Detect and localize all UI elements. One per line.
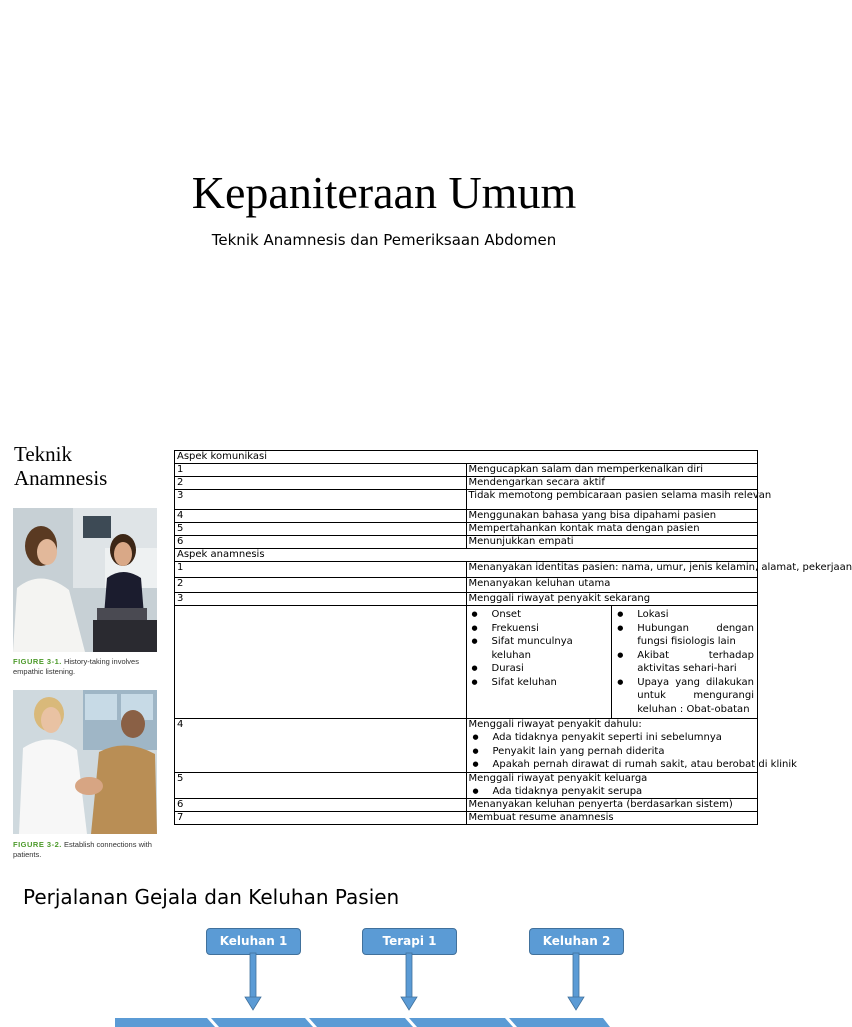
row-text: Mendengarkan secara aktif [466, 477, 758, 490]
slide-title: Kepaniteraan Umum [191, 167, 577, 218]
row-text: Membuat resume anamnesis [466, 812, 758, 825]
timeline-bar [115, 1015, 610, 1027]
row-number: 2 [175, 578, 467, 593]
table-row-details [175, 606, 758, 719]
down-arrow-icon [568, 953, 584, 1010]
slide3-title: Perjalanan Gejala dan Keluhan Pasien [23, 885, 400, 909]
list-item: ● Lokasi [615, 608, 754, 622]
table-row [175, 799, 758, 812]
table-row [175, 812, 758, 825]
row-text: Menanyakan keluhan penyerta (berdasarkan sistem) [466, 799, 758, 812]
row-text: Mengucapkan salam dan memperkenalkan diri [466, 464, 758, 477]
table-row [175, 523, 758, 536]
row-text [466, 772, 758, 799]
table-section-row [175, 549, 758, 562]
down-arrow-icon [401, 953, 417, 1010]
table-row [175, 578, 758, 593]
figure-caption-1 [13, 657, 163, 677]
row-number: 5 [175, 772, 467, 799]
photo-establish-connections [13, 690, 157, 834]
section-heading-anamnesis: Aspek anamnesis [175, 549, 758, 562]
table-row [175, 536, 758, 549]
row-text: Menggali riwayat penyakit sekarang [466, 593, 758, 606]
list-item: ● Penyakit lain yang pernah diderita [469, 745, 756, 759]
list-item: ● Apakah pernah dirawat di rumah sakit, atau berobat di klinik [469, 758, 756, 772]
details-subtable [467, 606, 758, 718]
flow-box-terapi-1: Terapi 1 [362, 928, 457, 955]
figure-label-2: FIGURE 3-2. [13, 840, 62, 849]
row-heading: Menggali riwayat penyakit dahulu: [468, 719, 642, 730]
left-bullet-list [470, 608, 609, 689]
list-item: ● Durasi [470, 662, 609, 676]
figure-text-2: Establish connections with patients. [13, 840, 152, 859]
row-number: 2 [175, 477, 467, 490]
table-row [175, 562, 758, 578]
row-number-empty [175, 606, 467, 719]
row-number: 1 [175, 562, 467, 578]
section-heading-komunikasi: Aspek komunikasi [175, 451, 758, 464]
list-item: ● Akibat terhadap aktivitas sehari-hari [615, 649, 754, 676]
photo-history-taking [13, 508, 157, 652]
right-bullet-list [615, 608, 754, 716]
row-number: 1 [175, 464, 467, 477]
table-row [175, 772, 758, 799]
details-right-column [612, 606, 757, 718]
list-item: ● Upaya yang dilakukan untuk mengurangi keluhan : Obat-obatan [615, 676, 754, 717]
row-text: Mempertahankan kontak mata dengan pasien [466, 523, 758, 536]
list-item: ● Ada tidaknya penyakit serupa [469, 785, 756, 799]
list-item: ● Frekuensi [470, 622, 609, 636]
row-text: Tidak memotong pembicaraan pasien selama masih relevan [466, 490, 758, 510]
table-row [175, 719, 758, 773]
list-item: ● Hubungan dengan fungsi fisiologis lain [615, 622, 754, 649]
sub-bullet-list [469, 785, 756, 799]
details-left-column [467, 606, 612, 718]
list-item: ● Ada tidaknya penyakit seperti ini sebelumnya [469, 731, 756, 745]
row-text: Menunjukkan empati [466, 536, 758, 549]
sub-bullet-list [469, 731, 797, 772]
figure-label-1: FIGURE 3-1. [13, 657, 62, 666]
table-section-row [175, 451, 758, 464]
details-cell [466, 606, 758, 719]
list-item: ● Onset [470, 608, 609, 622]
row-number: 3 [175, 490, 467, 510]
table-row [175, 464, 758, 477]
row-text [466, 719, 797, 773]
row-number: 5 [175, 523, 467, 536]
row-text: Menggunakan bahasa yang bisa dipahami pasien [466, 510, 758, 523]
row-number: 3 [175, 593, 467, 606]
row-number: 7 [175, 812, 467, 825]
figure-text-1: History-taking involves empathic listening. [13, 657, 139, 676]
row-text: Menanyakan identitas pasien: nama, umur, jenis kelamin, alamat, pekerjaan [466, 562, 758, 578]
flow-box-keluhan-1: Keluhan 1 [206, 928, 301, 955]
slide-subtitle: Teknik Anamnesis dan Pemeriksaan Abdomen [211, 231, 557, 249]
slide2-title: Teknik Anamnesis [14, 442, 108, 490]
table-row [175, 477, 758, 490]
flow-box-keluhan-2: Keluhan 2 [529, 928, 624, 955]
list-item: ● Sifat munculnya keluhan [470, 635, 609, 662]
row-number: 6 [175, 799, 467, 812]
table-row [175, 490, 758, 510]
table-row [175, 510, 758, 523]
table-row [175, 593, 758, 606]
figure-caption-2 [13, 840, 163, 860]
anamnesis-checklist-table [174, 450, 852, 825]
row-number: 6 [175, 536, 467, 549]
row-heading: Menggali riwayat penyakit keluarga [468, 772, 648, 784]
row-number: 4 [175, 719, 467, 773]
down-arrow-icon [245, 953, 261, 1010]
row-number: 4 [175, 510, 467, 523]
row-text: Menanyakan keluhan utama [466, 578, 758, 593]
list-item: ● Sifat keluhan [470, 676, 609, 690]
